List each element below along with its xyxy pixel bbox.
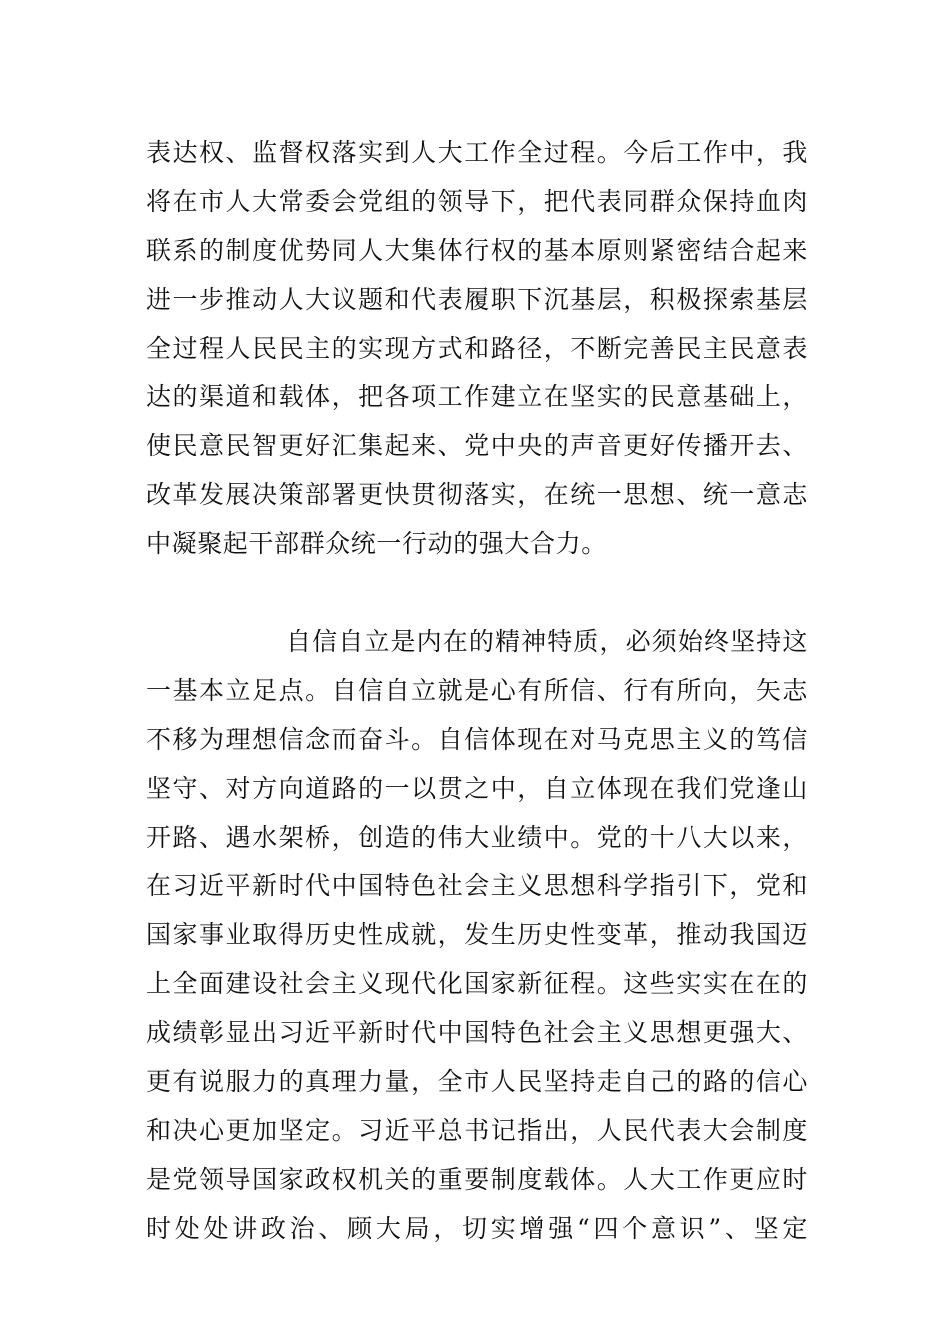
text-line: 将在市人大常委会党组的领导下，把代表同群众保持血肉 [146,186,808,216]
text-line: 使民意民智更好汇集起来、党中央的声音更好传播开去、 [146,431,808,461]
paragraph-1 [146,129,808,569]
text-line: 上全面建设社会主义现代化国家新征程。这些实实在在的 [146,969,808,999]
text-line-first-indented: 自信自立是内在的精神特质，必须始终坚持这 [286,627,808,656]
text-line: 成绩彰显出习近平新时代中国特色社会主义思想更强大、 [146,1018,808,1048]
text-line: 开路、遇水架桥，创造的伟大业绩中。党的十八大以来， [146,822,808,852]
text-line: 中凝聚起干部群众统一行动的强大合力。 [146,529,607,559]
text-line: 时处处讲政治、顾大局，切实增强“四个意识”、坚定 [146,1213,808,1243]
text-line: 更有说服力的真理力量，全市人民坚持走自己的路的信心 [146,1067,808,1097]
text-line: 全过程人民民主的实现方式和路径，不断完善民主民意表 [146,333,808,363]
text-line: 国家事业取得历史性成就，发生历史性变革，推动我国迈 [146,920,808,950]
text-line: 进一步推动人大议题和代表履职下沉基层，积极探索基层 [146,284,808,314]
text-line: 表达权、监督权落实到人大工作全过程。今后工作中，我 [146,138,808,167]
text-line: 是党领导国家政权机关的重要制度载体。人大工作更应时 [146,1164,808,1194]
text-line: 在习近平新时代中国特色社会主义思想科学指引下，党和 [146,871,808,901]
text-line: 改革发展决策部署更快贯彻落实，在统一思想、统一意志 [146,480,808,510]
text-line: 不移为理想信念而奋斗。自信体现在对马克思主义的笃信 [146,724,808,754]
text-line: 联系的制度优势同人大集体行权的基本原则紧密结合起来 [146,235,808,265]
paragraph-2 [146,618,808,1254]
text-line: 一基本立足点。自信自立就是心有所信、行有所向，矢志 [146,675,808,705]
text-line: 坚守、对方向道路的一以贯之中，自立体现在我们党逢山 [146,773,808,803]
text-line: 和决心更加坚定。习近平总书记指出，人民代表大会制度 [146,1115,808,1145]
text-line: 达的渠道和载体，把各项工作建立在坚实的民意基础上， [146,382,808,412]
